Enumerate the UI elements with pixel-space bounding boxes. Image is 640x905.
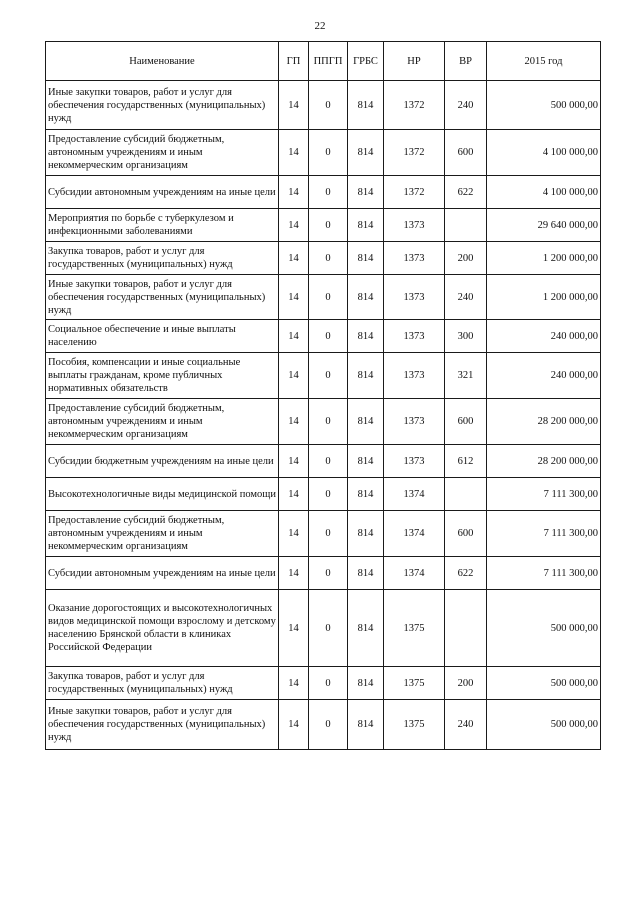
cell-nr: 1372 [384,176,445,209]
cell-grbs: 814 [348,511,384,557]
cell-grbs: 814 [348,700,384,750]
cell-nr: 1372 [384,81,445,130]
cell-vr: 240 [445,275,487,320]
cell-nr: 1374 [384,557,445,590]
cell-nr: 1374 [384,511,445,557]
cell-ppgp: 0 [309,399,348,445]
table-row [46,176,601,209]
header-grbs: ГРБС [348,42,384,81]
cell-amount: 240 000,00 [487,320,601,353]
cell-ppgp: 0 [309,511,348,557]
cell-nr: 1375 [384,700,445,750]
cell-gp: 14 [279,242,309,275]
cell-grbs: 814 [348,320,384,353]
cell-vr: 600 [445,399,487,445]
cell-nr: 1374 [384,478,445,511]
cell-ppgp: 0 [309,275,348,320]
cell-name: Оказание дорогостоящих и высокотехнологичных видов медицинской помощи взрослому и детскому населению Брянской области в клиниках Российской Федерации [46,590,279,667]
cell-amount: 500 000,00 [487,700,601,750]
cell-nr: 1373 [384,242,445,275]
header-nr: НР [384,42,445,81]
cell-nr: 1375 [384,667,445,700]
cell-amount: 7 111 300,00 [487,511,601,557]
table-row [46,399,601,445]
cell-grbs: 814 [348,667,384,700]
table-row [46,700,601,750]
cell-gp: 14 [279,209,309,242]
cell-name: Социальное обеспечение и иные выплаты населению [46,320,279,353]
cell-amount: 1 200 000,00 [487,242,601,275]
cell-ppgp: 0 [309,176,348,209]
cell-ppgp: 0 [309,478,348,511]
cell-grbs: 814 [348,353,384,399]
cell-gp: 14 [279,590,309,667]
cell-nr: 1373 [384,399,445,445]
cell-grbs: 814 [348,81,384,130]
cell-grbs: 814 [348,209,384,242]
cell-ppgp: 0 [309,590,348,667]
cell-amount: 240 000,00 [487,353,601,399]
cell-amount: 7 111 300,00 [487,478,601,511]
budget-table [45,41,601,750]
cell-ppgp: 0 [309,353,348,399]
cell-gp: 14 [279,275,309,320]
cell-gp: 14 [279,478,309,511]
cell-gp: 14 [279,176,309,209]
header-name: Наименование [46,42,279,81]
cell-gp: 14 [279,399,309,445]
table-row [46,275,601,320]
table-row [46,557,601,590]
cell-gp: 14 [279,511,309,557]
cell-amount: 28 200 000,00 [487,399,601,445]
cell-vr: 612 [445,445,487,478]
cell-amount: 7 111 300,00 [487,557,601,590]
cell-gp: 14 [279,81,309,130]
cell-ppgp: 0 [309,667,348,700]
table-row [46,320,601,353]
cell-amount: 29 640 000,00 [487,209,601,242]
cell-vr: 622 [445,557,487,590]
cell-ppgp: 0 [309,700,348,750]
cell-vr: 600 [445,511,487,557]
cell-vr: 622 [445,176,487,209]
page-number: 22 [314,20,326,32]
cell-nr: 1373 [384,320,445,353]
cell-gp: 14 [279,667,309,700]
cell-amount: 4 100 000,00 [487,130,601,176]
cell-amount: 500 000,00 [487,667,601,700]
cell-amount: 500 000,00 [487,590,601,667]
cell-vr [445,478,487,511]
cell-gp: 14 [279,557,309,590]
cell-vr: 240 [445,81,487,130]
cell-name: Предоставление субсидий бюджетным, автономным учреждениям и иным некоммерческим организациям [46,399,279,445]
header-year-2015: 2015 год [487,42,601,81]
cell-nr: 1373 [384,445,445,478]
cell-vr: 600 [445,130,487,176]
cell-ppgp: 0 [309,130,348,176]
cell-name: Субсидии автономным учреждениям на иные цели [46,176,279,209]
cell-name: Предоставление субсидий бюджетным, автономным учреждениям и иным некоммерческим организациям [46,511,279,557]
cell-gp: 14 [279,130,309,176]
cell-amount: 28 200 000,00 [487,445,601,478]
cell-nr: 1372 [384,130,445,176]
cell-name: Предоставление субсидий бюджетным, автономным учреждениям и иным некоммерческим организациям [46,130,279,176]
cell-vr: 200 [445,667,487,700]
cell-gp: 14 [279,445,309,478]
table-row [46,242,601,275]
cell-ppgp: 0 [309,445,348,478]
cell-amount: 1 200 000,00 [487,275,601,320]
table-body [46,81,601,750]
cell-gp: 14 [279,700,309,750]
cell-grbs: 814 [348,590,384,667]
cell-amount: 4 100 000,00 [487,176,601,209]
cell-name: Высокотехнологичные виды медицинской помощи [46,478,279,511]
cell-nr: 1373 [384,353,445,399]
table-header-row [46,42,601,81]
cell-name: Иные закупки товаров, работ и услуг для обеспечения государственных (муниципальных) нужд [46,81,279,130]
cell-name: Мероприятия по борьбе с туберкулезом и инфекционными заболеваниями [46,209,279,242]
cell-grbs: 814 [348,478,384,511]
cell-ppgp: 0 [309,81,348,130]
cell-ppgp: 0 [309,320,348,353]
cell-name: Иные закупки товаров, работ и услуг для обеспечения государственных (муниципальных) нужд [46,275,279,320]
header-vr: ВР [445,42,487,81]
cell-vr: 300 [445,320,487,353]
table-row [46,130,601,176]
cell-ppgp: 0 [309,242,348,275]
header-ppgp: ППГП [309,42,348,81]
cell-vr: 240 [445,700,487,750]
cell-vr: 321 [445,353,487,399]
cell-nr: 1375 [384,590,445,667]
cell-name: Пособия, компенсации и иные социальные выплаты гражданам, кроме публичных нормативных обязательств [46,353,279,399]
cell-name: Иные закупки товаров, работ и услуг для обеспечения государственных (муниципальных) нужд [46,700,279,750]
cell-grbs: 814 [348,275,384,320]
table-row [46,209,601,242]
cell-grbs: 814 [348,130,384,176]
table-row [46,590,601,667]
cell-nr: 1373 [384,275,445,320]
cell-name: Закупка товаров, работ и услуг для государственных (муниципальных) нужд [46,667,279,700]
cell-vr [445,209,487,242]
header-gp: ГП [279,42,309,81]
table-row [46,353,601,399]
cell-name: Закупка товаров, работ и услуг для государственных (муниципальных) нужд [46,242,279,275]
cell-grbs: 814 [348,557,384,590]
table-row [46,667,601,700]
cell-grbs: 814 [348,399,384,445]
table-row [46,511,601,557]
cell-ppgp: 0 [309,209,348,242]
cell-name: Субсидии автономным учреждениям на иные цели [46,557,279,590]
cell-vr: 200 [445,242,487,275]
cell-grbs: 814 [348,242,384,275]
cell-ppgp: 0 [309,557,348,590]
cell-grbs: 814 [348,176,384,209]
cell-name: Субсидии бюджетным учреждениям на иные цели [46,445,279,478]
cell-gp: 14 [279,320,309,353]
table-row [46,445,601,478]
cell-vr [445,590,487,667]
cell-amount: 500 000,00 [487,81,601,130]
table-row [46,81,601,130]
cell-nr: 1373 [384,209,445,242]
cell-grbs: 814 [348,445,384,478]
table-row [46,478,601,511]
cell-gp: 14 [279,353,309,399]
